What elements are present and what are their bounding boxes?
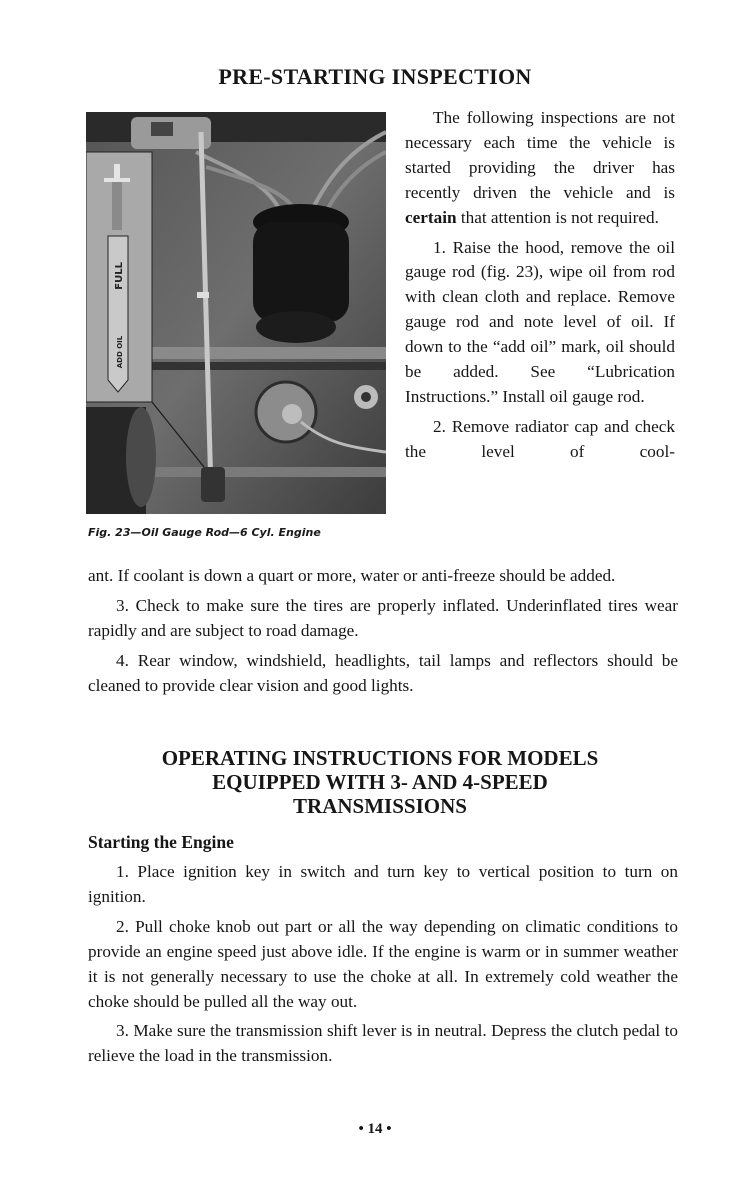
start-step-1: 1. Place ignition key in switch and turn key to vertical position to turn on ignition. [88,862,678,906]
right-column [405,106,675,465]
page-heading: PRE-STARTING INSPECTION [218,64,532,89]
inspection-item-2-end: ant. If coolant is down a quart or more, water or anti-freeze should be added. [88,566,616,585]
starting-steps [88,860,678,1069]
full-width-text-top [88,564,678,699]
intro-paragraph: The following inspections are not necessary each time the vehicle is started providing the driver has recently driven the vehicle and is certain that attention is not required. [405,108,675,227]
engine-photo-illustration [86,112,386,514]
page-number: • 14 • [358,1121,392,1137]
full-mark-label: FULL [114,262,125,290]
emphasis-certain: certain [405,207,457,227]
start-step-2: 2. Pull choke knob out part or all the way depending on climatic conditions to provide an engine speed just above idle. If the engine is warm or in summer weather it is not generally necessary to use the choke at all. In extremely cold weather the choke should be pulled all the way out. [88,916,678,1011]
inspection-item-4: 4. Rear window, windshield, headlights, tail lamps and reflectors should be cleaned to provide clear vision and good lights. [88,650,678,695]
inspection-item-1: 1. Raise the hood, remove the oil gauge rod (fig. 23), wipe oil from rod with clean cloth and replace. Remove gauge rod and note level of oil. If down to the “add oil” mark, oil should be added. See “Lubrication Instructions.” Install oil gauge rod. [405,237,675,406]
figure-caption: Fig. 23—Oil Gauge Rod—6 Cyl. Engine [88,526,321,539]
add-oil-mark-label: ADD OIL [116,335,124,369]
subheading-starting-engine: Starting the Engine [88,832,234,852]
engine-figure [86,112,386,514]
inspection-item-3: 3. Check to make sure the tires are properly inflated. Underinflated tires wear rapidly and are subject to road damage. [88,595,678,640]
inspection-item-2-start: 2. Remove radiator cap and check the level of cool- [405,416,675,461]
start-step-3: 3. Make sure the transmission shift lever is in neutral. Depress the clutch pedal to relieve the load in the transmission. [88,1021,678,1066]
section-heading: OPERATING INSTRUCTIONS FOR MODELS EQUIPPED WITH 3- AND 4-SPEED TRANSMISSIONS [161,746,599,818]
